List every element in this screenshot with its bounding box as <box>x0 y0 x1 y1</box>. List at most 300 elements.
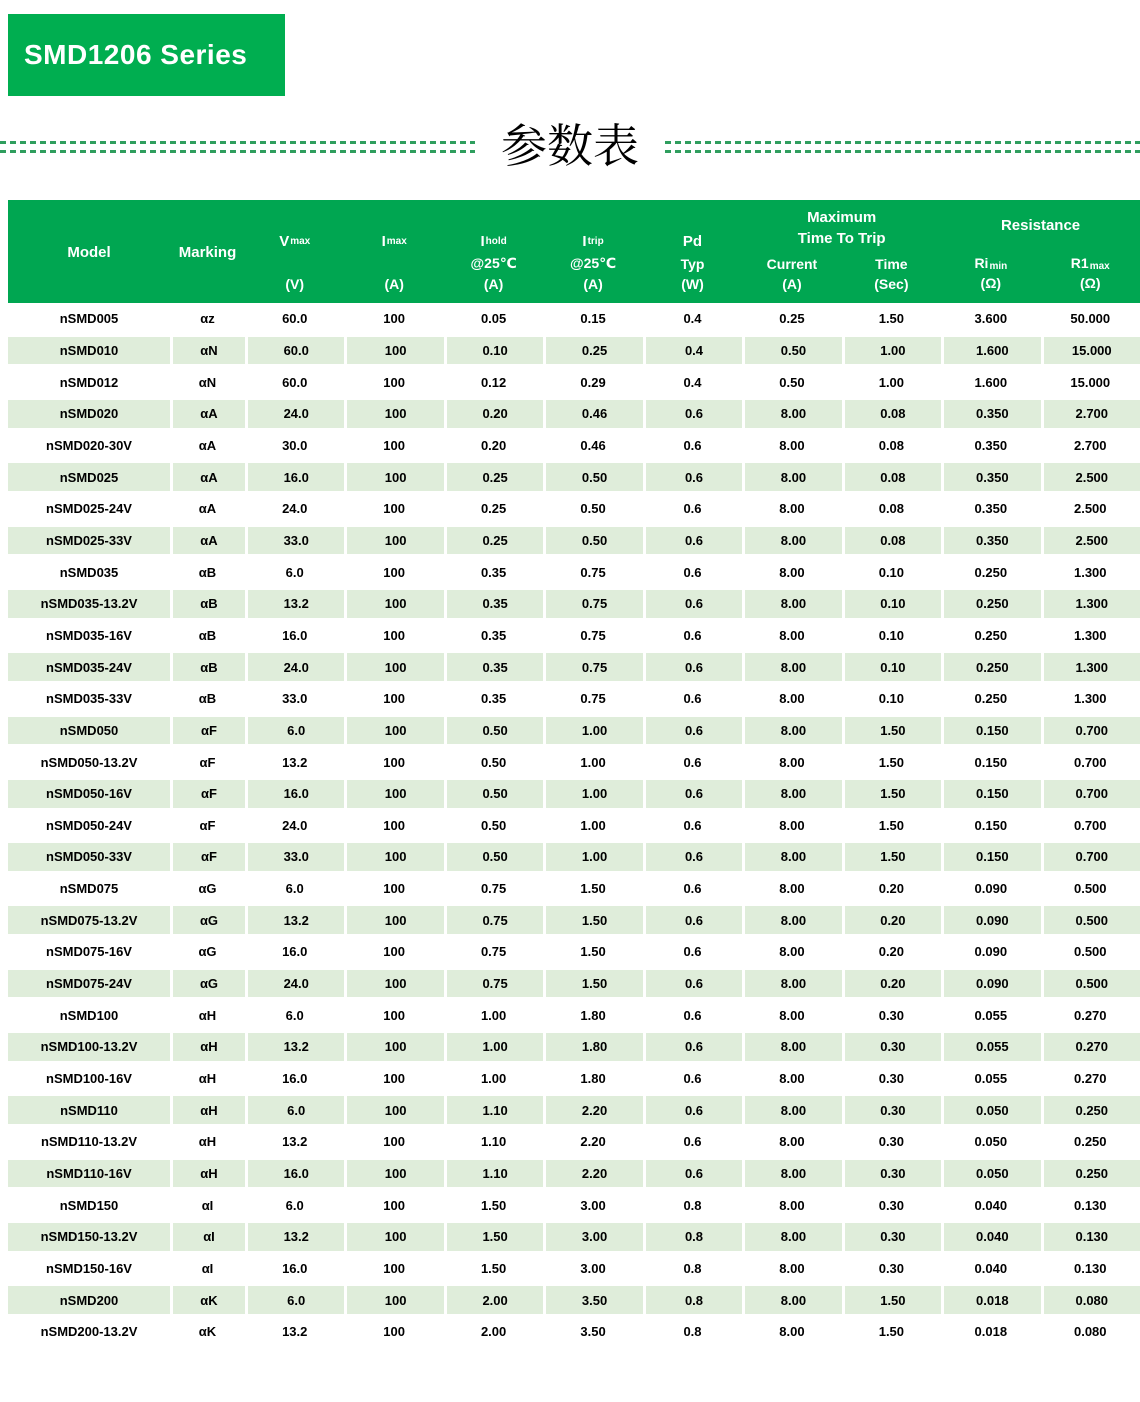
cell-itrip: 1.50 <box>543 968 642 1000</box>
cell-r1-max: 0.500 <box>1041 904 1140 936</box>
trip-current-label: Current <box>766 255 818 272</box>
cell-trip-current: 0.50 <box>742 335 841 367</box>
table-row <box>8 525 1140 557</box>
cell-model: nSMD200-13.2V <box>40 1324 138 1340</box>
cell-ri-min: 0.055 <box>974 1007 1008 1023</box>
cell-pd: 0.6 <box>643 841 742 873</box>
cell-marking: αB <box>170 651 245 683</box>
cell-r1-max: 1.300 <box>1041 588 1140 620</box>
cell-model: nSMD100 <box>59 1007 119 1023</box>
cell-model: nSMD005 <box>59 311 119 327</box>
r1-unit: (Ω) <box>1079 275 1101 291</box>
cell-marking: αH <box>198 1007 217 1023</box>
cell-imax: 100 <box>344 715 443 747</box>
cell-ihold: 0.20 <box>480 437 507 453</box>
cell-itrip: 2.20 <box>543 1094 642 1126</box>
table-row <box>8 366 1140 398</box>
cell-trip-current: 8.00 <box>779 754 805 770</box>
itrip-condition: @25℃ <box>569 255 617 271</box>
table-header <box>8 200 1140 303</box>
cell-ri-min: 0.055 <box>974 1071 1008 1087</box>
cell-marking: αI <box>201 1261 214 1277</box>
table-row <box>8 873 1140 905</box>
table-row <box>8 303 1140 335</box>
cell-ri-min: 1.600 <box>941 335 1040 367</box>
cell-pd: 0.6 <box>643 525 742 557</box>
cell-vmax: 13.2 <box>282 1324 308 1340</box>
cell-trip-time: 0.30 <box>878 1071 905 1087</box>
cell-imax: 100 <box>383 1261 405 1277</box>
table-row <box>8 398 1140 430</box>
cell-ihold: 0.05 <box>480 311 507 327</box>
col-header-vmax <box>245 200 344 304</box>
cell-imax: 100 <box>344 461 443 493</box>
cell-r1-max: 0.700 <box>1073 754 1107 770</box>
cell-vmax: 33.0 <box>245 525 344 557</box>
cell-marking: αB <box>170 588 245 620</box>
cell-trip-time: 1.50 <box>842 715 941 747</box>
cell-vmax: 16.0 <box>245 461 344 493</box>
cell-itrip: 1.50 <box>543 904 642 936</box>
table-row <box>8 746 1140 778</box>
cell-ihold: 0.50 <box>444 778 543 810</box>
cell-pd: 0.6 <box>643 1158 742 1190</box>
cell-vmax: 24.0 <box>245 398 344 430</box>
col-header-ri-min <box>941 250 1040 303</box>
cell-pd: 0.6 <box>683 691 702 707</box>
cell-itrip: 0.50 <box>580 501 606 517</box>
cell-trip-time: 0.10 <box>878 691 905 707</box>
cell-ri-min: 0.150 <box>941 778 1040 810</box>
col-group-resistance <box>941 200 1140 304</box>
cell-r1-max: 0.700 <box>1041 715 1140 747</box>
cell-trip-time: 1.50 <box>842 778 941 810</box>
cell-imax: 100 <box>344 525 443 557</box>
cell-ihold: 0.12 <box>480 374 507 390</box>
cell-itrip: 0.50 <box>543 525 642 557</box>
cell-ihold: 0.25 <box>480 501 507 517</box>
pd-typ-label: Typ <box>680 255 705 272</box>
cell-r1-max: 0.130 <box>1073 1261 1107 1277</box>
cell-marking: αF <box>170 715 245 747</box>
cell-vmax: 16.0 <box>282 944 308 960</box>
cell-marking: αG <box>170 968 245 1000</box>
ri-unit: (Ω) <box>980 275 1002 291</box>
cell-pd: 0.8 <box>683 1324 702 1340</box>
cell-pd: 0.6 <box>683 1007 702 1023</box>
col-header-imax <box>344 200 443 304</box>
col-header-marking <box>170 200 245 304</box>
ri-symbol: Ri <box>974 254 989 271</box>
cell-trip-current: 8.00 <box>779 1197 805 1213</box>
cell-marking: αK <box>170 1284 245 1316</box>
cell-trip-time: 0.30 <box>878 1197 905 1213</box>
cell-trip-current: 8.00 <box>779 1261 805 1277</box>
cell-ri-min: 0.250 <box>974 564 1008 580</box>
cell-model: nSMD010 <box>8 335 170 367</box>
cell-ihold: 0.10 <box>444 335 543 367</box>
time-to-trip-line2: Time To Trip <box>797 230 886 248</box>
cell-ihold: 0.50 <box>480 817 507 833</box>
cell-ri-min: 0.040 <box>974 1261 1008 1277</box>
col-header-ihold <box>444 200 543 304</box>
cell-ri-min: 0.250 <box>941 588 1040 620</box>
cell-itrip: 0.46 <box>543 398 642 430</box>
cell-trip-current: 8.00 <box>742 904 841 936</box>
cell-model: nSMD035-24V <box>8 651 170 683</box>
cell-ihold: 0.35 <box>480 564 507 580</box>
cell-marking: αG <box>198 944 217 960</box>
cell-vmax: 33.0 <box>245 841 344 873</box>
cell-trip-current: 8.00 <box>779 501 805 517</box>
section-title: 参数表 <box>501 121 639 172</box>
cell-model: nSMD035-33V <box>46 691 132 707</box>
cell-pd: 0.4 <box>683 311 702 327</box>
dashed-line <box>0 141 475 144</box>
cell-r1-max: 0.700 <box>1041 841 1140 873</box>
cell-trip-time: 1.50 <box>878 817 905 833</box>
cell-itrip: 3.50 <box>580 1324 606 1340</box>
cell-marking: αK <box>198 1324 217 1340</box>
cell-vmax: 16.0 <box>282 627 308 643</box>
cell-trip-time: 1.50 <box>842 841 941 873</box>
cell-imax: 100 <box>383 564 405 580</box>
cell-trip-time: 0.10 <box>878 627 905 643</box>
cell-ihold: 0.75 <box>480 944 507 960</box>
cell-vmax: 13.2 <box>245 1031 344 1063</box>
trip-current-unit: (A) <box>782 276 802 292</box>
cell-r1-max: 0.130 <box>1073 1197 1107 1213</box>
cell-marking: αB <box>198 627 217 643</box>
cell-trip-time: 0.08 <box>842 461 941 493</box>
cell-ri-min: 0.090 <box>974 881 1008 897</box>
table-row <box>8 1316 1140 1348</box>
cell-ri-min: 0.150 <box>941 841 1040 873</box>
cell-ihold: 0.50 <box>480 754 507 770</box>
cell-ihold: 1.00 <box>444 1031 543 1063</box>
cell-ihold: 2.00 <box>444 1284 543 1316</box>
cell-r1-max: 0.500 <box>1073 944 1107 960</box>
cell-ri-min: 0.350 <box>941 461 1040 493</box>
cell-itrip: 0.75 <box>580 627 606 643</box>
cell-ihold: 1.00 <box>480 1071 507 1087</box>
cell-model: nSMD150 <box>59 1197 119 1213</box>
cell-imax: 100 <box>344 588 443 620</box>
table-row <box>8 683 1140 715</box>
cell-imax: 100 <box>383 881 405 897</box>
cell-model: nSMD075-16V <box>46 944 132 960</box>
cell-model: nSMD035 <box>59 564 119 580</box>
cell-model: nSMD050-33V <box>8 841 170 873</box>
cell-itrip: 1.80 <box>543 1031 642 1063</box>
table-row <box>8 620 1140 652</box>
cell-marking: αz <box>200 311 215 327</box>
cell-imax: 100 <box>383 1134 405 1150</box>
cell-marking: αG <box>170 904 245 936</box>
col-header-model-label: Model <box>67 243 111 261</box>
col-header-r1-max <box>1041 250 1140 303</box>
cell-itrip: 0.50 <box>543 461 642 493</box>
cell-r1-max: 1.300 <box>1073 564 1107 580</box>
cell-trip-current: 8.00 <box>742 588 841 620</box>
cell-vmax: 24.0 <box>245 651 344 683</box>
cell-ihold: 1.10 <box>480 1134 507 1150</box>
cell-r1-max: 2.500 <box>1041 525 1140 557</box>
cell-ihold: 1.50 <box>444 1221 543 1253</box>
cell-itrip: 2.20 <box>580 1134 606 1150</box>
cell-ihold: 1.10 <box>444 1094 543 1126</box>
cell-ihold: 0.35 <box>480 627 507 643</box>
col-group-time-to-trip <box>742 200 941 304</box>
cell-imax: 100 <box>344 1031 443 1063</box>
ihold-unit: (A) <box>483 276 504 292</box>
cell-itrip: 1.50 <box>580 944 606 960</box>
cell-vmax: 6.0 <box>245 1094 344 1126</box>
cell-marking: αA <box>170 461 245 493</box>
cell-pd: 0.6 <box>683 754 702 770</box>
col-header-itrip <box>543 200 642 304</box>
cell-itrip: 0.15 <box>580 311 606 327</box>
cell-ri-min: 0.350 <box>941 525 1040 557</box>
cell-imax: 100 <box>383 627 405 643</box>
cell-pd: 0.6 <box>643 398 742 430</box>
cell-r1-max: 50.000 <box>1070 311 1111 327</box>
cell-pd: 0.6 <box>643 904 742 936</box>
cell-itrip: 1.80 <box>580 1071 606 1087</box>
dashed-line <box>0 150 475 153</box>
table-row <box>8 461 1140 493</box>
cell-vmax: 6.0 <box>285 1197 304 1213</box>
cell-itrip: 2.20 <box>543 1158 642 1190</box>
cell-r1-max: 15.000 <box>1041 335 1140 367</box>
itrip-unit: (A) <box>583 276 603 292</box>
cell-trip-current: 8.00 <box>742 1094 841 1126</box>
col-header-trip-time <box>842 251 941 304</box>
cell-imax: 100 <box>344 968 443 1000</box>
dashed-rule-right <box>665 141 1140 153</box>
cell-marking: αA <box>198 501 217 517</box>
cell-ri-min: 0.250 <box>974 627 1008 643</box>
cell-pd: 0.6 <box>643 1094 742 1126</box>
series-banner-title: SMD1206 Series <box>24 39 248 70</box>
cell-vmax: 16.0 <box>282 1261 308 1277</box>
cell-model: nSMD050-24V <box>46 817 132 833</box>
cell-model: nSMD110-13.2V <box>40 1134 138 1150</box>
table-row <box>8 1031 1140 1063</box>
resistance-label: Resistance <box>1000 216 1081 234</box>
cell-vmax: 24.0 <box>245 968 344 1000</box>
table-row <box>8 430 1140 462</box>
table-row <box>8 1094 1140 1126</box>
cell-model: nSMD035-16V <box>46 627 132 643</box>
cell-ihold: 1.50 <box>480 1197 507 1213</box>
cell-trip-time: 1.50 <box>842 1284 941 1316</box>
cell-ri-min: 0.090 <box>974 944 1008 960</box>
cell-ihold: 0.75 <box>480 881 507 897</box>
cell-vmax: 16.0 <box>245 778 344 810</box>
cell-ri-min: 0.040 <box>941 1221 1040 1253</box>
cell-model: nSMD110-16V <box>8 1158 170 1190</box>
table-row <box>8 335 1140 367</box>
cell-trip-current: 8.00 <box>779 437 805 453</box>
itrip-subscript: trip <box>587 236 604 247</box>
cell-ri-min: 0.350 <box>974 501 1008 517</box>
cell-trip-current: 8.00 <box>742 1284 841 1316</box>
cell-ri-min: 0.150 <box>974 817 1008 833</box>
cell-ihold: 0.50 <box>444 841 543 873</box>
cell-trip-current: 8.00 <box>742 1158 841 1190</box>
cell-trip-current: 8.00 <box>742 1031 841 1063</box>
cell-ri-min: 0.018 <box>974 1324 1008 1340</box>
cell-trip-time: 1.00 <box>878 374 905 390</box>
cell-itrip: 1.80 <box>580 1007 606 1023</box>
cell-pd: 0.8 <box>683 1261 702 1277</box>
cell-trip-time: 0.08 <box>878 437 905 453</box>
cell-pd: 0.4 <box>643 335 742 367</box>
table-row <box>8 493 1140 525</box>
cell-model: nSMD020 <box>8 398 170 430</box>
time-to-trip-line1: Maximum <box>807 208 877 226</box>
cell-trip-time: 0.30 <box>842 1158 941 1190</box>
cell-vmax: 13.2 <box>245 588 344 620</box>
cell-trip-time: 0.30 <box>878 1007 905 1023</box>
table-row <box>8 1158 1140 1190</box>
trip-time-unit: (Sec) <box>874 276 909 292</box>
cell-trip-current: 8.00 <box>742 841 841 873</box>
cell-trip-current: 8.00 <box>742 651 841 683</box>
cell-r1-max: 0.250 <box>1041 1158 1140 1190</box>
ihold-condition: @25℃ <box>470 255 517 271</box>
cell-pd: 0.6 <box>643 461 742 493</box>
cell-trip-time: 0.08 <box>878 501 905 517</box>
cell-imax: 100 <box>383 437 405 453</box>
cell-r1-max: 2.700 <box>1041 398 1140 430</box>
table-row <box>8 936 1140 968</box>
col-header-model <box>8 200 170 304</box>
cell-imax: 100 <box>383 1324 405 1340</box>
cell-marking: αF <box>170 778 245 810</box>
cell-ihold: 0.20 <box>444 398 543 430</box>
cell-ri-min: 0.250 <box>941 651 1040 683</box>
cell-trip-current: 8.00 <box>742 1221 841 1253</box>
cell-itrip: 0.29 <box>580 374 606 390</box>
cell-itrip: 3.50 <box>543 1284 642 1316</box>
cell-marking: αI <box>170 1221 245 1253</box>
cell-pd: 0.6 <box>643 778 742 810</box>
cell-trip-time: 0.10 <box>878 564 905 580</box>
cell-pd: 0.8 <box>683 1197 702 1213</box>
cell-marking: αH <box>170 1158 245 1190</box>
cell-pd: 0.6 <box>643 651 742 683</box>
cell-vmax: 6.0 <box>245 715 344 747</box>
cell-vmax: 60.0 <box>282 374 308 390</box>
cell-pd: 0.4 <box>683 374 702 390</box>
cell-pd: 0.6 <box>683 881 702 897</box>
cell-pd: 0.6 <box>683 944 702 960</box>
table-row <box>8 1253 1140 1285</box>
cell-imax: 100 <box>344 335 443 367</box>
cell-itrip: 0.46 <box>580 437 606 453</box>
cell-model: nSMD110 <box>8 1094 170 1126</box>
cell-r1-max: 0.700 <box>1041 778 1140 810</box>
pd-unit: (W) <box>681 276 704 292</box>
imax-unit: (A) <box>384 276 404 292</box>
cell-ri-min: 3.600 <box>974 311 1008 327</box>
cell-itrip: 1.00 <box>580 817 606 833</box>
cell-r1-max: 0.250 <box>1041 1094 1140 1126</box>
cell-vmax: 24.0 <box>282 501 308 517</box>
cell-imax: 100 <box>383 374 405 390</box>
cell-vmax: 13.2 <box>282 1134 308 1150</box>
cell-trip-time: 0.10 <box>842 588 941 620</box>
vmax-unit: (V) <box>285 276 305 292</box>
cell-trip-current: 8.00 <box>779 1007 805 1023</box>
cell-ri-min: 0.050 <box>941 1158 1040 1190</box>
cell-ri-min: 0.018 <box>941 1284 1040 1316</box>
cell-trip-current: 8.00 <box>742 968 841 1000</box>
cell-trip-current: 8.00 <box>779 944 805 960</box>
cell-pd: 0.6 <box>683 501 702 517</box>
cell-pd: 0.6 <box>683 437 702 453</box>
cell-marking: αI <box>201 1197 214 1213</box>
cell-marking: αN <box>170 335 245 367</box>
cell-vmax: 33.0 <box>282 691 308 707</box>
ihold-subscript: hold <box>485 236 507 247</box>
cell-itrip: 1.00 <box>543 778 642 810</box>
cell-model: nSMD025-24V <box>46 501 132 517</box>
cell-trip-current: 8.00 <box>779 691 805 707</box>
cell-trip-current: 8.00 <box>779 1134 805 1150</box>
cell-model: nSMD200 <box>8 1284 170 1316</box>
cell-marking: αF <box>199 754 216 770</box>
table-row <box>8 715 1140 747</box>
ihold-symbol: I <box>480 233 485 250</box>
vmax-subscript: max <box>290 236 311 247</box>
cell-marking: αF <box>170 841 245 873</box>
table-row <box>8 588 1140 620</box>
cell-imax: 100 <box>344 1221 443 1253</box>
cell-ihold: 1.10 <box>444 1158 543 1190</box>
cell-ri-min: 0.050 <box>941 1094 1040 1126</box>
cell-itrip: 0.75 <box>580 564 606 580</box>
parameter-table <box>8 200 1140 1348</box>
cell-itrip: 3.00 <box>543 1221 642 1253</box>
cell-trip-current: 8.00 <box>742 398 841 430</box>
cell-model: nSMD150-13.2V <box>8 1221 170 1253</box>
cell-trip-time: 1.50 <box>878 754 905 770</box>
cell-model: nSMD075-13.2V <box>8 904 170 936</box>
col-header-marking-label: Marking <box>178 243 237 261</box>
cell-imax: 100 <box>344 1158 443 1190</box>
cell-pd: 0.6 <box>683 627 702 643</box>
cell-model: nSMD012 <box>59 374 119 390</box>
cell-r1-max: 2.700 <box>1073 437 1107 453</box>
cell-imax: 100 <box>383 1007 405 1023</box>
cell-imax: 100 <box>344 651 443 683</box>
cell-marking: αH <box>198 1071 217 1087</box>
cell-itrip: 3.00 <box>580 1261 606 1277</box>
cell-trip-time: 0.08 <box>842 398 941 430</box>
cell-model: nSMD150-16V <box>46 1261 132 1277</box>
table-row <box>8 810 1140 842</box>
cell-trip-current: 0.25 <box>779 311 805 327</box>
cell-marking: αN <box>198 374 217 390</box>
cell-ihold: 1.00 <box>480 1007 507 1023</box>
cell-pd: 0.8 <box>643 1221 742 1253</box>
cell-imax: 100 <box>344 841 443 873</box>
imax-subscript: max <box>386 236 407 247</box>
cell-r1-max: 1.300 <box>1041 651 1140 683</box>
